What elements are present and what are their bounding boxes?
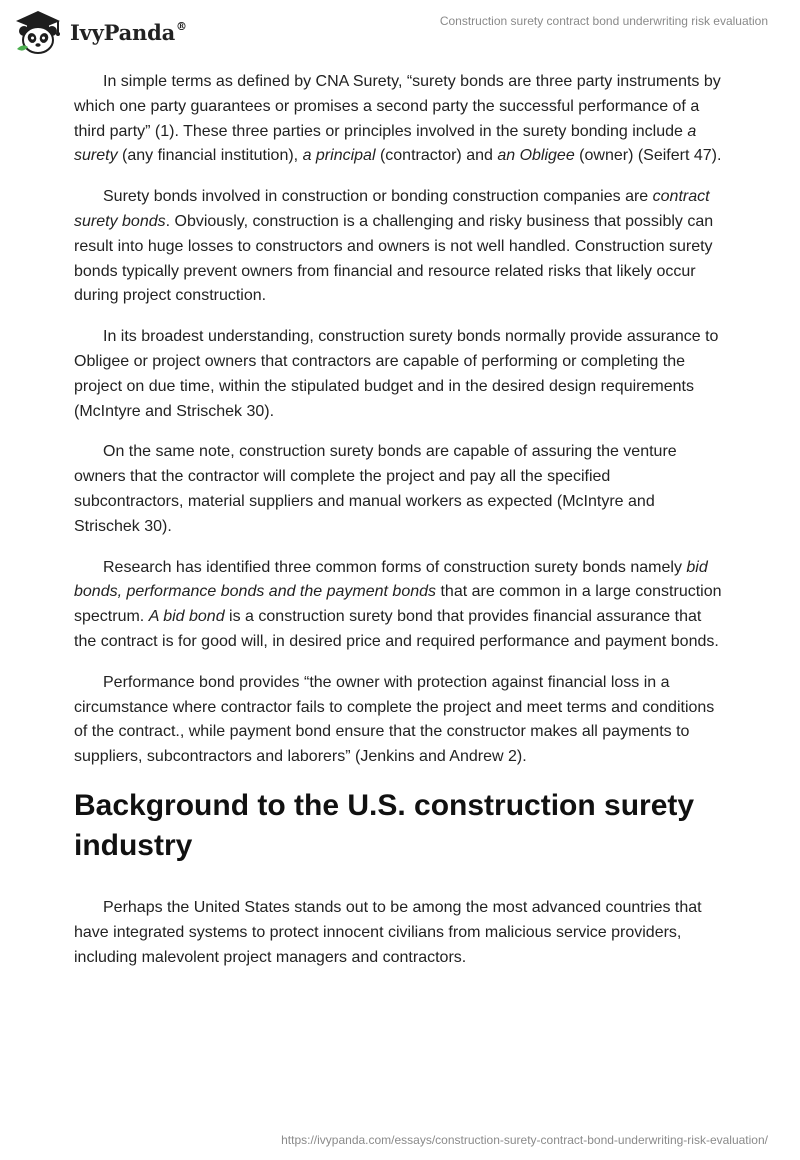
text-run: is a construction surety bond that provides financial assurance that the contract is for good will, in desired price and required performance and payment bonds. xyxy=(74,608,719,650)
brand-name: IvyPanda® xyxy=(70,19,187,45)
text-run: In simple terms as defined by CNA Surety, “surety bonds are three party instruments by which one party guarantees or promises a second party the successful performance of a third party” (1). These three parties or principles involved in the surety bonding include xyxy=(74,73,721,140)
text-run: Surety bonds involved in construction or bonding construction companies are xyxy=(103,188,653,206)
text-run: In its broadest understanding, construction surety bonds normally provide assurance to Obligee or project owners that contractors are capable of performing or completing the project on due time, within the stipulated budget and in the desired design requirements (McIntyre and Strischek 30). xyxy=(74,328,719,420)
text-run: Research has identified three common forms of construction surety bonds namely xyxy=(103,558,687,576)
text-run: . Obviously, construction is a challenging and risky business that possibly can result into huge losses to constructors and owners is not well handled. Construction surety bonds typically prevent owners from financial and resource related risks that likely occur during project construction. xyxy=(74,212,714,305)
paragraph xyxy=(74,185,724,309)
paragraphs-after-heading xyxy=(74,896,724,970)
italic-text: bid bonds, performance bonds and the payment bonds xyxy=(74,558,708,601)
italic-text: a principal xyxy=(302,147,376,165)
paragraph xyxy=(74,70,724,169)
italic-text: an Obligee xyxy=(497,147,575,165)
italic-text: contract surety bonds xyxy=(74,188,710,230)
paragraph xyxy=(74,671,724,770)
text-run: Perhaps the United States stands out to be among the most advanced countries that have integrated systems to protect innocent civilians from malicious service providers, including malevolent project managers and contractors. xyxy=(74,898,702,966)
panda-graduate-icon xyxy=(14,9,62,55)
text-run: that are common in a large construction spectrum. xyxy=(74,583,722,626)
paragraph xyxy=(74,896,724,970)
text-run: (owner) (Seifert 47). xyxy=(574,147,722,165)
section-heading: Background to the U.S. construction surety industry xyxy=(74,788,695,862)
text-run: (any financial institution), xyxy=(117,147,303,165)
paragraph xyxy=(74,556,724,655)
article-body xyxy=(74,70,724,986)
italic-text: a surety xyxy=(74,122,697,165)
page-header xyxy=(0,0,800,64)
paragraph xyxy=(74,325,724,424)
footer-url[interactable]: https://ivypanda.com/essays/construction-surety-contract-bond-underwriting-risk-evaluation/ xyxy=(281,1133,768,1147)
text-run: (contractor) and xyxy=(375,147,498,165)
text-run: Performance bond provides “the owner with protection against financial loss in a circumstance where contractor fails to complete the project and meet terms and conditions of the contract., while payment bond ensure that the constructor makes all payments to suppliers, subcontractors and laborers” (Jenkins and Andrew 2). xyxy=(74,673,715,766)
document-title: Construction surety contract bond underwriting risk evaluation xyxy=(439,14,768,28)
paragraph xyxy=(74,440,724,539)
ivypanda-logo[interactable] xyxy=(14,9,187,55)
text-run: On the same note, construction surety bonds are capable of assuring the venture owners that the contractor will complete the project and pay all the specified subcontractors, material suppliers and manual workers as expected (McIntyre and Strischek 30). xyxy=(74,443,677,535)
paragraphs-before-heading xyxy=(74,70,724,770)
italic-text: A bid bond xyxy=(148,608,225,626)
